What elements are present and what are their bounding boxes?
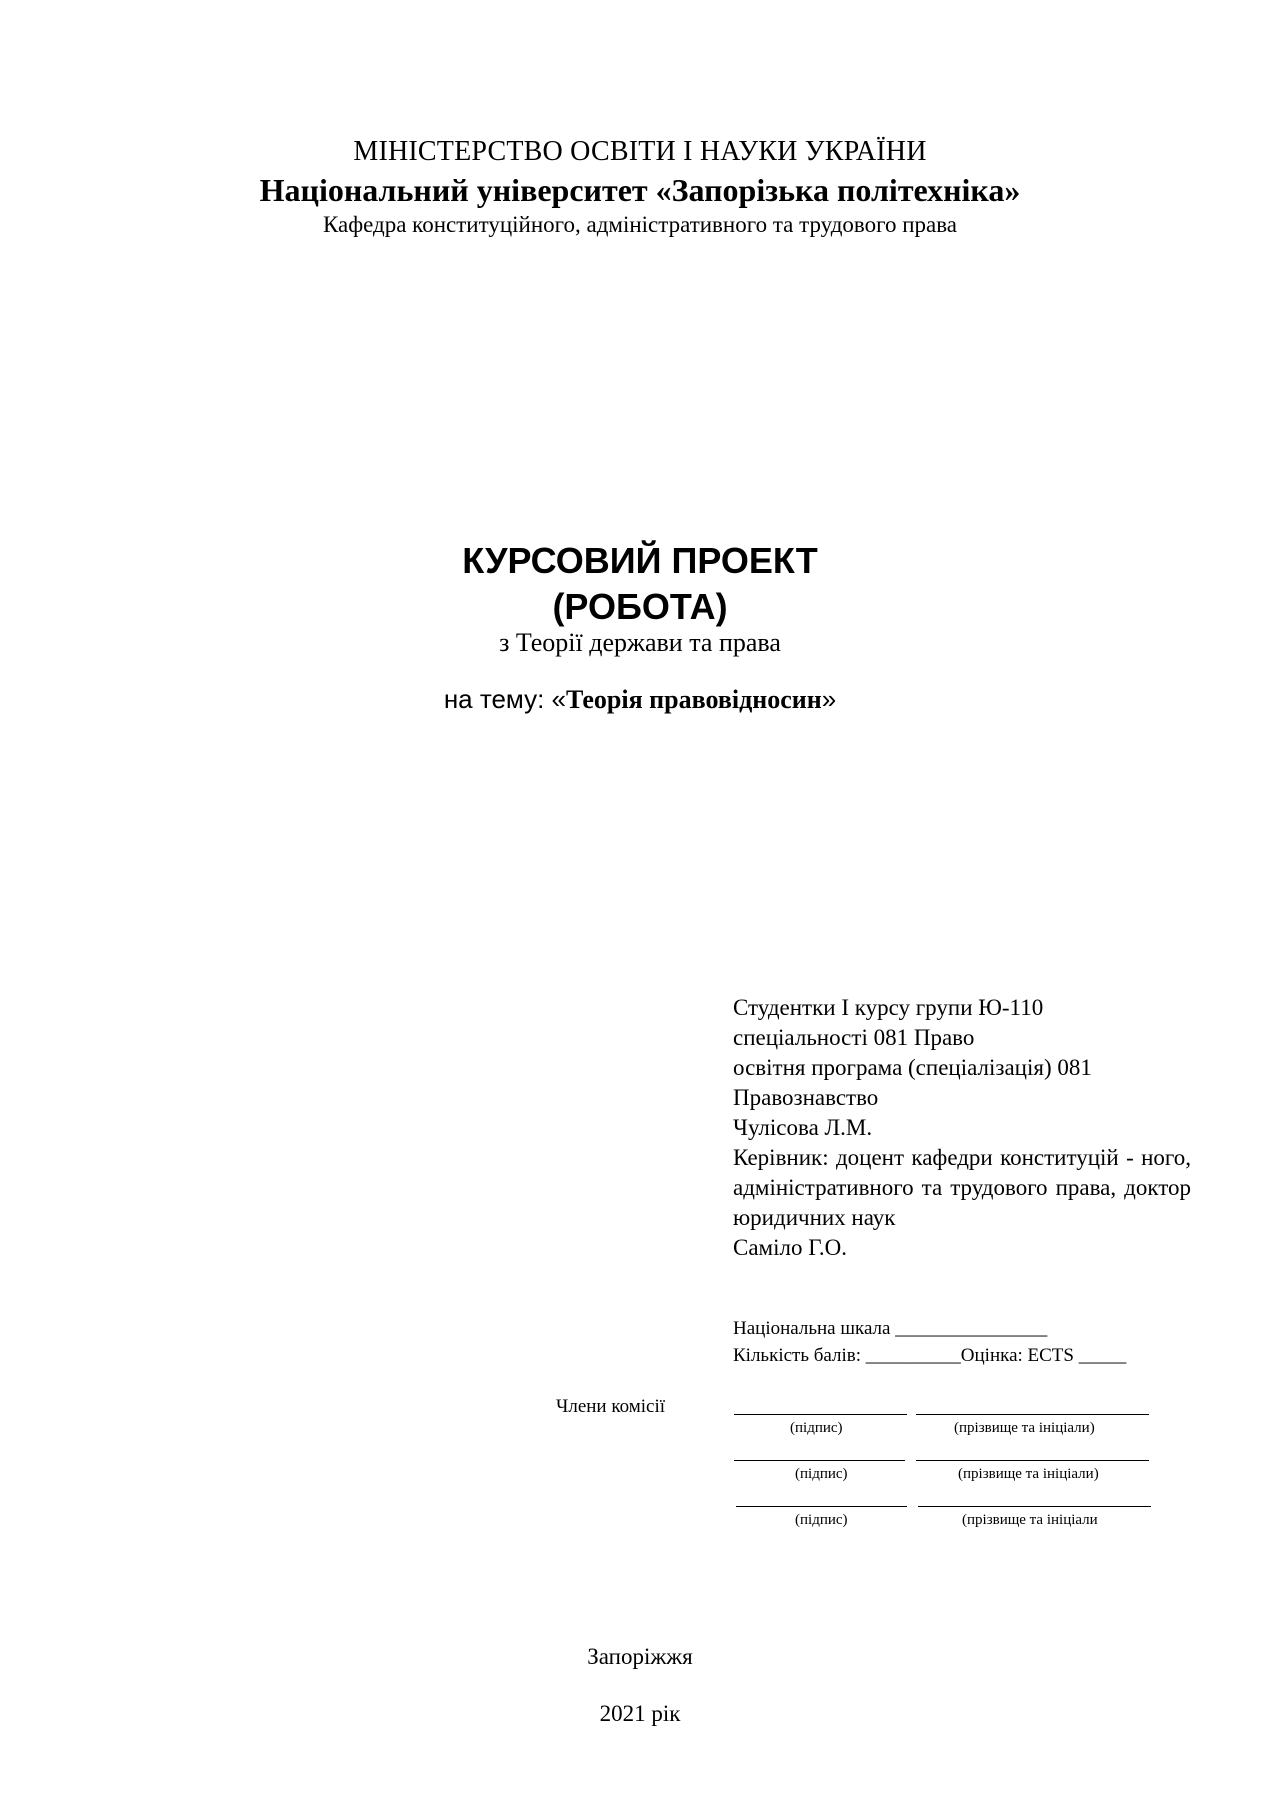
commission-label: Члени комісії xyxy=(556,1396,666,1417)
department-name: Кафедра конституційного, адміністративного та трудового права xyxy=(322,212,958,237)
name-caption-3: (прізвище та ініціали xyxy=(962,1512,1098,1528)
supervisor-name: Саміло Г.О. xyxy=(733,1235,848,1260)
name-line-2 xyxy=(916,1460,1149,1461)
signature-line-1 xyxy=(734,1414,907,1415)
subject-line: з Теорії держави та права xyxy=(499,628,781,657)
name-line-3 xyxy=(918,1506,1151,1507)
signature-caption-3: (підпис) xyxy=(795,1512,848,1528)
supervisor-info: Керівник: доцент кафедри конституцій - ного, адміністративного та трудового права, доктор юридичних наук xyxy=(733,1145,1191,1230)
signature-line-3 xyxy=(736,1506,907,1507)
points-grade: Кількість балів: __________Оцінка: ECTS _____ xyxy=(733,1345,1127,1366)
university-name: Національний університет «Запорізька політехніка» xyxy=(259,172,1021,208)
student-program-name: Правознавство xyxy=(733,1085,879,1110)
national-scale: Національна шкала ________________ xyxy=(733,1318,1048,1339)
student-program: освітня програма (спеціалізація) 081 xyxy=(733,1055,1092,1080)
name-caption-1: (прізвище та ініціали) xyxy=(954,1420,1095,1436)
footer-year: 2021 рік xyxy=(599,1701,681,1726)
student-specialty: спеціальності 081 Право xyxy=(733,1025,975,1050)
signature-caption-1: (підпис) xyxy=(790,1420,843,1436)
student-name: Чулісова Л.М. xyxy=(733,1115,873,1140)
student-course: Студентки I курсу групи Ю-110 xyxy=(733,995,1044,1020)
name-line-1 xyxy=(916,1414,1149,1415)
name-caption-2: (прізвище та ініціали) xyxy=(958,1466,1099,1482)
topic-line xyxy=(0,684,1280,715)
topic-title: Теорія правовідносин xyxy=(566,685,822,714)
footer-city: Запоріжжя xyxy=(587,1644,693,1669)
document-title-sub: (РОБОТА) xyxy=(552,586,728,627)
signature-caption-2: (підпис) xyxy=(795,1466,848,1482)
document-title: КУРСОВИЙ ПРОЕКТ xyxy=(462,540,818,581)
signature-line-2 xyxy=(734,1460,905,1461)
student-info-block xyxy=(733,993,1191,1263)
topic-suffix: » xyxy=(821,684,837,714)
ministry-title: МІНІСТЕРСТВО ОСВІТИ І НАУКИ УКРАЇНИ xyxy=(353,136,927,167)
topic-prefix: на тему: « xyxy=(443,684,567,714)
